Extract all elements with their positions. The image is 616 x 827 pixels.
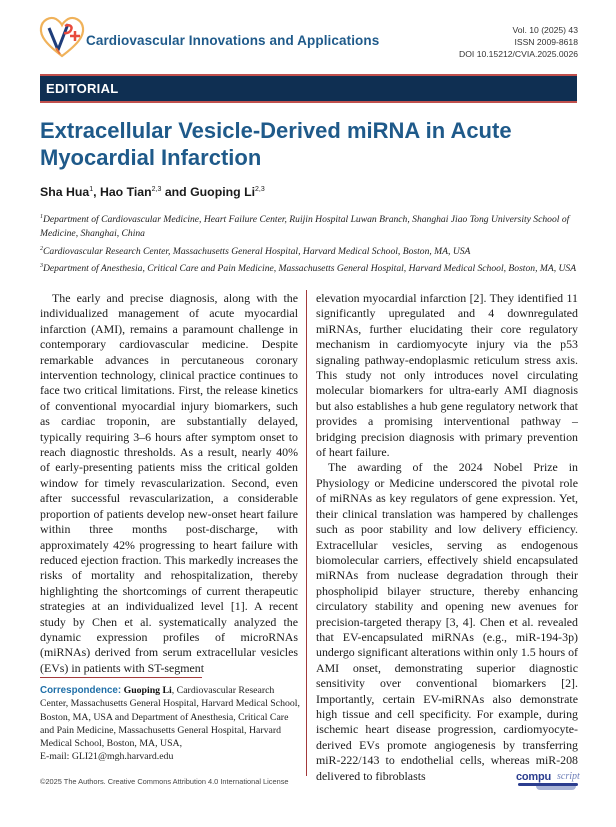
affiliation-text: Department of Anesthesia, Critical Care and Pain Medicine, Massachusetts General Hospital, Harvard Medical School, Boston, MA, USA bbox=[43, 263, 577, 275]
article-type-label: EDITORIAL bbox=[46, 81, 119, 96]
affiliation-text: Cardiovascular Research Center, Massachusetts General Hospital, Harvard Medical School, Boston, MA, USA bbox=[43, 245, 471, 257]
volume-info: Vol. 10 (2025) 43 bbox=[512, 25, 578, 35]
issue-meta bbox=[459, 24, 578, 60]
affiliation-item bbox=[40, 242, 580, 259]
affiliation-sup: 1 bbox=[40, 214, 43, 220]
author-separator: and bbox=[161, 185, 191, 199]
article-type-banner bbox=[40, 74, 577, 103]
correspondence-label: Correspondence: bbox=[40, 685, 122, 696]
correspondence-email[interactable]: E-mail: GLI21@mgh.harvard.edu bbox=[40, 751, 174, 763]
author-affiliation-sup: 1 bbox=[89, 185, 94, 193]
correspondence-note bbox=[40, 684, 302, 764]
affiliation-item bbox=[40, 210, 580, 242]
column-divider bbox=[306, 290, 307, 776]
journal-header bbox=[38, 14, 578, 62]
affiliation-text: Department of Cardiovascular Medicine, Heart Failure Center, Ruijin Hospital Luwan Branch, Shanghai Jiao Tong University School of Medicine, Shanghai, China bbox=[40, 214, 570, 240]
publisher-swoosh-shadow bbox=[536, 786, 576, 790]
author-list bbox=[40, 185, 265, 199]
issn: ISSN 2009-8618 bbox=[514, 37, 578, 47]
affiliation-item bbox=[40, 259, 580, 276]
author-affiliation-sup: 2,3 bbox=[151, 185, 162, 193]
affiliation-sup: 2 bbox=[40, 245, 43, 252]
doi: DOI 10.15212/CVIA.2025.0026 bbox=[459, 49, 578, 59]
author-name: Guoping Li bbox=[190, 185, 255, 199]
affiliations bbox=[40, 210, 580, 276]
body-paragraph: elevation myocardial infarction [2]. They identified 11 significantly upregulated and 4 downregulated miRNAs, further elucidating their core regulatory mechanism in cardiomyocyte injury via the p53 signaling pathway-endoplasmic reticulum stress axis. This study not only introduces novel circulating molecular biomarkers for ultra-early AMI diagnosis but also establishes a hub gene regulatory network that provides a promising interventional pathway – bridging precision diagnosis with primary prevention of heart failure. bbox=[316, 291, 578, 460]
correspondence-name: Guoping Li bbox=[123, 685, 172, 696]
author-name: Hao Tian bbox=[99, 185, 152, 199]
author-name: Sha Hua bbox=[40, 185, 90, 199]
publisher-word-1: compu bbox=[516, 771, 552, 783]
license-footer: ©2025 The Authors. Creative Commons Attribution 4.0 International License bbox=[40, 777, 289, 786]
affiliation-sup: 3 bbox=[40, 262, 43, 269]
article-title: Extracellular Vesicle-Derived miRNA in Acute Myocardial Infarction bbox=[40, 118, 512, 170]
body-column-left bbox=[40, 291, 298, 676]
publisher-logo-icon bbox=[516, 771, 582, 793]
journal-logo-icon bbox=[38, 14, 86, 60]
author-affiliation-sup: 2,3 bbox=[255, 185, 265, 193]
correspondence-address: , Cardiovascular Research Center, Massachusetts General Hospital, Harvard Medical School, Boston, MA, USA and Department of Anesthesia, Critical Care and Pain Medicine, Massachusetts General Hospital, Harvard Medical School, Boston, MA, USA, bbox=[40, 685, 300, 750]
body-column-right bbox=[316, 291, 578, 784]
publisher-word-2: script bbox=[557, 771, 580, 782]
author-separator: , bbox=[93, 185, 100, 199]
journal-name: Cardiovascular Innovations and Applications bbox=[86, 33, 380, 48]
body-paragraph: The awarding of the 2024 Nobel Prize in Physiology or Medicine underscored the pivotal role of miRNAs as key regulators of gene expression. Yet, their clinical translation was hampered by challenges such as poor stability and low delivery efficiency. Extracellular vesicles, serving as endogenous biomolecular carriers, effectively shield encapsulated miRNAs from nuclease degradation through their phospholipid bilayer structure, thereby enhancing circulatory stability and opening new avenues for precision-targeted therapy [3, 4]. Chen et al. revealed that EV-encapsulated miRNAs (e.g., miR-194-3p) undergo significant alterations within only 1.5 hours of AMI onset, demonstrating superior diagnostic sensitivity over conventional biomarkers [2]. Importantly, certain EV-miRNAs also demonstrate high tissue and cell specificity. For example, during ischemic heart disease progression, cardiomyocyte-derived EVs promote angiogenesis by transferring miR-222/143 to endothelial cells, whereas miR-208 delivered to fibroblasts bbox=[316, 460, 578, 783]
footnote-rule bbox=[40, 677, 202, 678]
body-paragraph: The early and precise diagnosis, along with the individualized management of acute myocardial infarction (AMI), remains a paramount challenge in contemporary cardiovascular medicine. Despite remarkable advances in percutaneous coronary intervention technology, clinical practice continues to face two critical limitations. First, the release kinetics of conventional myocardial injury biomarkers, such as cardiac troponin, are substantially delayed, typically requiring 3–6 hours after symptom onset to reach diagnostic thresholds. As a result, nearly 40% of early-presenting patients miss the critical golden window for timely revascularization. Second, even after successful revascularization, a considerable proportion of patients develop new-onset heart failure within three months post-discharge, with approximately 42% progressing to heart failure with reduced ejection fraction. This markedly increases the risks of mortality and rehospitalization, thereby highlighting the shortcomings of current therapeutic strategies at an individualized level [1]. A recent study by Chen et al. systematically analyzed the dynamic expression profiles of microRNAs (miRNAs) derived from serum extracellular vesicles (EVs) in patients with ST-segment bbox=[40, 291, 298, 675]
